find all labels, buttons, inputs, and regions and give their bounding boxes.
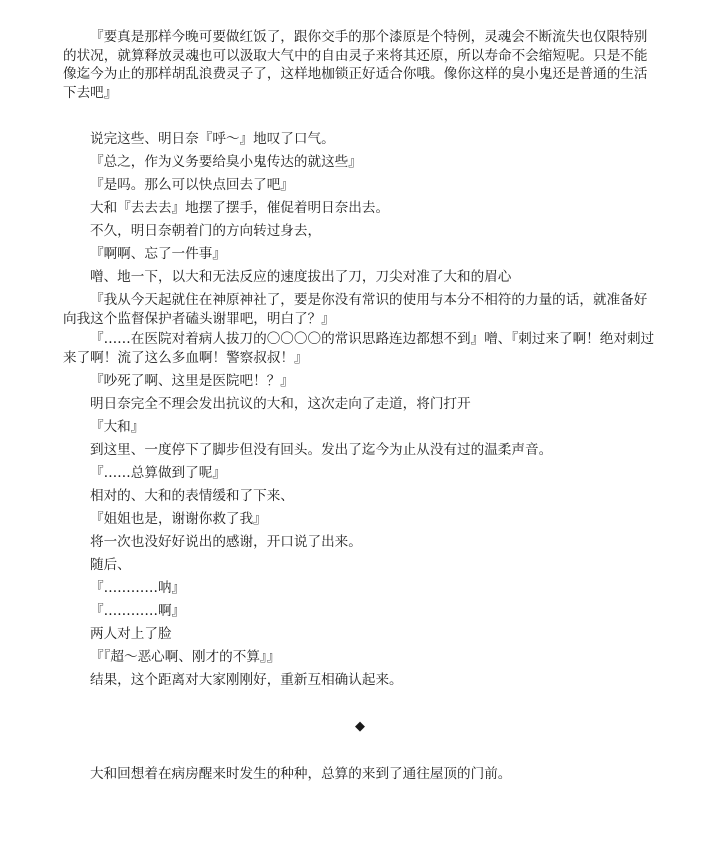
paragraph: 说完这些、明日奈『呼～』地叹了口气。 — [90, 131, 335, 147]
paragraph: 明日奈完全不理会发出抗议的大和，这次走向了走道，将门打开 — [90, 396, 471, 412]
paragraph: 大和回想着在病房醒来时发生的种种，总算的来到了通往屋顶的门前。 — [90, 766, 512, 782]
paragraph: 『我从今天起就住在神原神社了，要是你没有常识的使用与本分不相符的力量的话，就准备好向我这个监督保护者磕头谢罪吧，明白了？』 — [63, 292, 648, 327]
paragraph: 『……在医院对着病人拔刀的〇〇〇〇的常识思路连边都想不到』噌、『刺过来了啊！绝对刺过来了啊！流了这么多血啊！警察叔叔！』 — [63, 331, 655, 366]
paragraph: 『是吗。那么可以快点回去了吧』 — [90, 177, 294, 193]
paragraph: 『姐姐也是，谢谢你救了我』 — [90, 511, 267, 527]
paragraph: 『吵死了啊、这里是医院吧！？』 — [90, 373, 294, 389]
paragraph: 噌、地一下，以大和无法反应的速度拔出了刀，刀尖对准了大和的眉心 — [90, 269, 512, 285]
paragraph: 『要真是那样今晚可要做红饭了，跟你交手的那个漆原是个特例，灵魂会不断流失也仅限特别的状况，就算释放灵魂也可以汲取大气中的自由灵子来将其还原，所以寿命不会缩短呢。只是不能像迄今为止的那样胡乱浪费灵子了，这样地枷锁正好适合你哦。像你这样的臭小鬼还是普通的生活下去吧』 — [63, 29, 648, 101]
paragraph: 将一次也没好好说出的感谢，开口说了出来。 — [90, 534, 362, 550]
paragraph: 『…………呐』 — [90, 580, 186, 596]
paragraph: 不久，明日奈朝着门的方向转过身去， — [90, 223, 322, 239]
paragraph: 『大和』 — [90, 419, 145, 435]
paragraph: 『……总算做到了呢』 — [90, 465, 226, 481]
paragraph: 两人对上了脸 — [90, 626, 172, 642]
paragraph: 『『超～恶心啊、刚才的不算』』 — [90, 649, 281, 665]
paragraph: 『…………啊』 — [90, 603, 186, 619]
section-divider-diamond-icon: ◆ — [355, 719, 365, 734]
paragraph: 『啊啊、忘了一件事』 — [90, 246, 226, 262]
paragraph: 到这里、一度停下了脚步但没有回头。发出了迄今为止从没有过的温柔声音。 — [90, 442, 553, 458]
paragraph: 结果，这个距离对大家刚刚好，重新互相确认起来。 — [90, 672, 403, 688]
paragraph: 随后、 — [90, 557, 131, 573]
paragraph: 相对的、大和的表情缓和了下来、 — [90, 488, 294, 504]
paragraph: 『总之，作为义务要给臭小鬼传达的就这些』 — [90, 154, 362, 170]
paragraph: 大和『去去去』地摆了摆手，催促着明日奈出去。 — [90, 200, 390, 216]
